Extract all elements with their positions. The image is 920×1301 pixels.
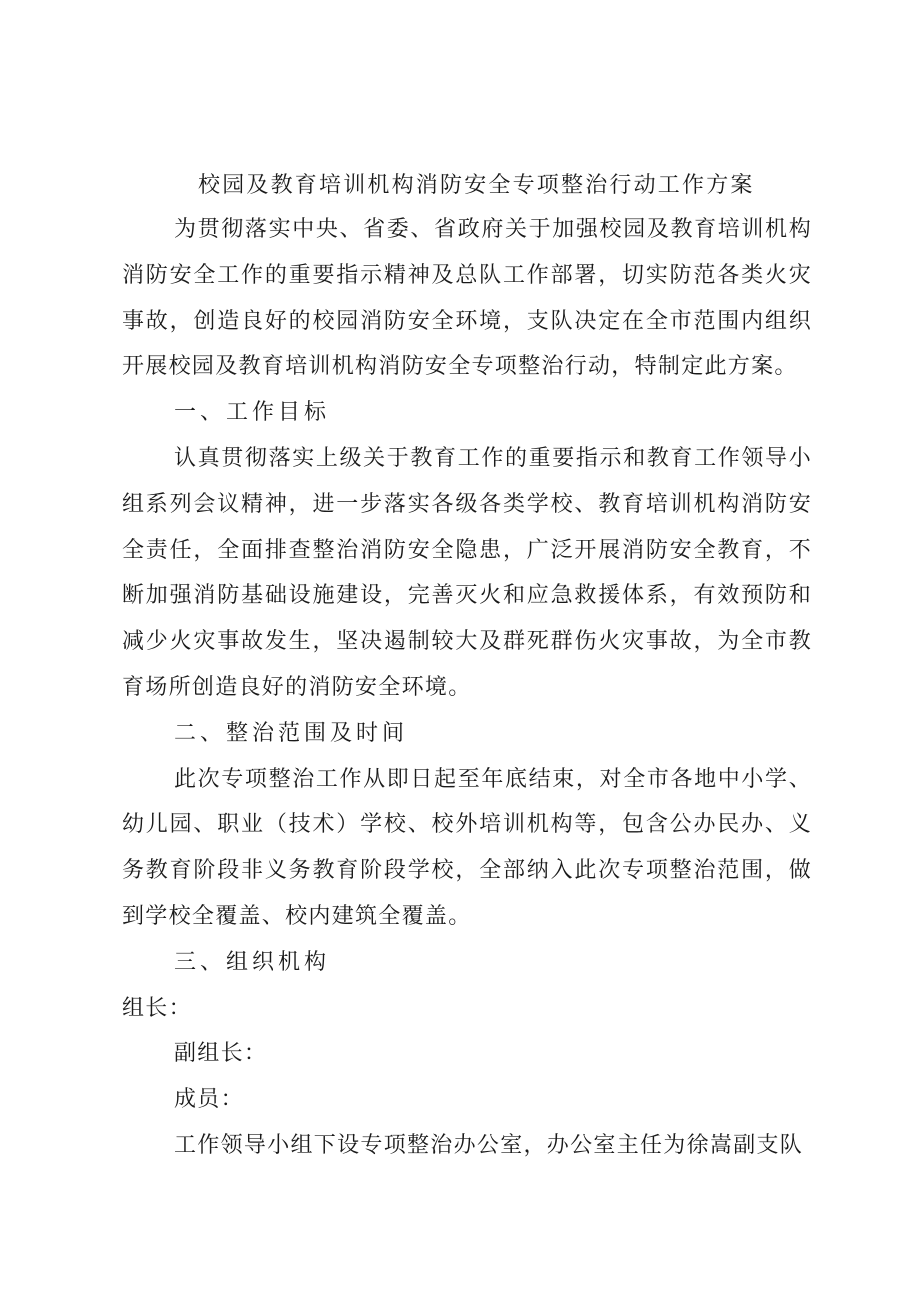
section-2-heading: 二、整治范围及时间 bbox=[174, 720, 409, 746]
office-paragraph: 工作领导小组下设专项整治办公室，办公室主任为徐嵩副支队 bbox=[174, 1132, 804, 1158]
deputy-leader-line: 副组长： bbox=[174, 1041, 268, 1067]
section-3-heading: 三、组织机构 bbox=[174, 949, 331, 975]
members-line: 成员： bbox=[174, 1087, 244, 1113]
section-1-heading: 一、工作目标 bbox=[174, 400, 331, 426]
document-title: 校园及教育培训机构消防安全专项整治行动工作方案 bbox=[198, 173, 755, 198]
document-body bbox=[122, 207, 812, 1169]
leader-line: 组长： bbox=[122, 995, 192, 1021]
intro-paragraph: 为贯彻落实中央、省委、省政府关于加强校园及教育培训机构消防安全工作的重要指示精神及总队工作部署，切实防范各类火灾事故，创造良好的校园消防安全环境，支队决定在全市范围内组织开展校园及教育培训机构消防安全专项整治行动，特制定此方案。 bbox=[122, 217, 812, 380]
section-1-paragraph: 认真贯彻落实上级关于教育工作的重要指示和教育工作领导小组系列会议精神，进一步落实各级各类学校、教育培训机构消防安全责任，全面排查整治消防安全隐患，广泛开展消防安全教育，不断加强消防基础设施建设，完善灭火和应急救援体系，有效预防和减少火灾事故发生，坚决遏制较大及群死群伤火灾事故，为全市教育场所创造良好的消防安全环境。 bbox=[122, 445, 812, 700]
section-2-paragraph: 此次专项整治工作从即日起至年底结束，对全市各地中小学、幼儿园、职业（技术）学校、校外培训机构等，包含公办民办、义务教育阶段非义务教育阶段学校，全部纳入此次专项整治范围，做到学校全覆盖、校内建筑全覆盖。 bbox=[122, 766, 812, 929]
